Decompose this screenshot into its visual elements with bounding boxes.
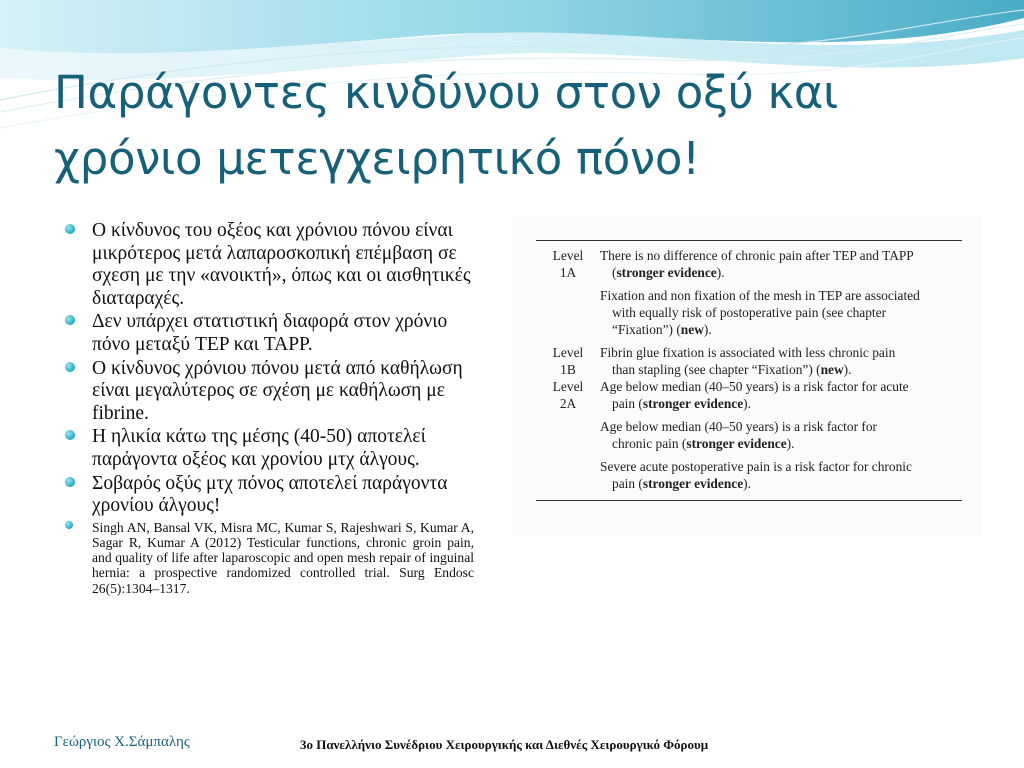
evidence-table (536, 240, 962, 501)
bullet-icon (65, 430, 75, 440)
statement-cell: There is no difference of chronic pain after TEP and TAPP (stronger evidence). (600, 248, 914, 280)
statement-cell: Age below median (40–50 years) is a risk factor for acute pain (stronger evidence). (600, 379, 909, 411)
reference-text: Singh AN, Bansal VK, Misra MC, Kumar S, Rajeshwari S, Kumar A, Sagar R, Kumar A (2012) Testicular functions, chronic groin pain, and quality of life after laparoscopic and open mesh repair of inguinal hernia: a prospective randomized controlled trial. Surg Endosc 26(5):1304–1317. (92, 519, 474, 596)
bullet-text: Ο κίνδυνος του οξέος και χρόνιου πόνου είναι μικρότερος μετά λαπαροσκοπική επέμβαση σε σχεση με την «ανοικτή», όπως και οι αισθητικές διαταραχές. (92, 220, 471, 309)
table-row (536, 287, 962, 338)
footer-event: 3o Πανελλήνιο Συνέδριου Χειρουργικής και Διεθνές Χειρουργικό Φόρουμ (300, 737, 709, 752)
bullet-item (62, 426, 474, 471)
bullet-item (62, 220, 474, 310)
table-row (536, 344, 962, 378)
level-cell: Level 1A (552, 248, 584, 280)
bullet-icon (65, 315, 75, 325)
statement-cell: Age below median (40–50 years) is a risk factor for chronic pain (stronger evidence). (600, 419, 878, 451)
level-cell (536, 287, 600, 338)
evidence-table-image (512, 216, 982, 536)
bullet-text: Σοβαρός οξύς μτχ πόνος αποτελεί παράγοντα χρονίου άλγους! (92, 472, 448, 517)
bullet-icon (65, 521, 73, 529)
table-row (536, 378, 962, 412)
level-cell (536, 458, 600, 492)
statement-cell: Severe acute postoperative pain is a risk factor for chronic pain (stronger evidence). (600, 459, 912, 491)
level-cell: Level 1B (552, 345, 584, 377)
statement-cell: Fibrin glue fixation is associated with less chronic pain than stapling (see chapter “Fixation”) (new). (600, 345, 896, 377)
level-cell (536, 418, 600, 452)
bullet-text: Η ηλικία κάτω της μέσης (40-50) αποτελεί παράγοντα οξέος και χρονίου μτχ άλγους. (92, 426, 426, 470)
bullet-icon (65, 224, 75, 234)
level-cell: Level 2A (552, 379, 584, 411)
statement-cell: Fixation and non fixation of the mesh in TEP are associated with equally risk of postoperative pain (see chapter “Fixation”) (new). (600, 288, 920, 337)
table-row (536, 247, 962, 281)
bullet-item (62, 311, 474, 356)
bullet-text: Δεν υπάρχει στατιστική διαφορά στον χρόνιο πόνο μεταξύ TEP και TAPP. (92, 311, 448, 355)
bullet-text: Ο κίνδυνος χρόνιου πόνου μετά από καθήλωση είναι μεγαλύτερος σε σχέση με καθήλωση με fibrine. (92, 357, 463, 424)
bullet-item (62, 473, 474, 518)
table-row (536, 458, 962, 492)
slide-title: Παράγοντες κινδύνου στον οξύ και χρόνιο μετεγχειρητικό πόνο! (54, 66, 838, 185)
footer-author: Γεώργιος Χ.Σάμπαλης (54, 734, 190, 750)
bullet-icon (65, 477, 75, 487)
table-row (536, 418, 962, 452)
reference-item (62, 520, 474, 596)
bullet-item (62, 358, 474, 426)
bullet-list (62, 220, 474, 597)
bullet-icon (65, 362, 75, 372)
